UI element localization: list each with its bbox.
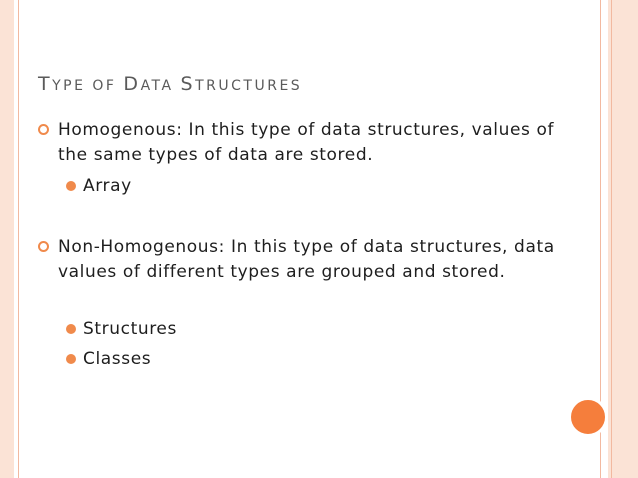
right-band-line (611, 0, 612, 478)
ring-bullet-icon (38, 124, 49, 135)
orange-circle-decoration (568, 397, 608, 437)
bullet-text: Non-Homogenous: In this type of data structures, data values of different types are grouped and stored. (58, 237, 555, 282)
slide-title (38, 68, 302, 97)
title-part: S (180, 73, 196, 95)
bullet-text: Homogenous: In this type of data structures, values of the same types of data are stored. (58, 120, 555, 165)
bullet-non-homogenous (38, 235, 558, 284)
title-part: TRUCTURES (195, 78, 303, 94)
ring-bullet-icon (38, 241, 49, 252)
left-border-band (0, 0, 14, 478)
sub-bullet-text: Array (83, 176, 132, 196)
title-part: ATA (140, 78, 181, 94)
right-border-band (608, 0, 638, 478)
title-part: YPE OF (52, 78, 124, 94)
sub-bullet-text: Structures (83, 319, 177, 339)
sub-bullet-structures (66, 317, 546, 341)
sub-bullet-text: Classes (83, 349, 152, 369)
sub-bullet-array (66, 174, 546, 198)
bullet-homogenous (38, 118, 558, 167)
dot-bullet-icon (66, 354, 76, 364)
dot-bullet-icon (66, 324, 76, 334)
title-part: D (123, 73, 141, 95)
sub-bullet-classes (66, 347, 546, 371)
title-part: T (38, 73, 53, 95)
dot-bullet-icon (66, 181, 76, 191)
left-border-line (18, 0, 19, 478)
